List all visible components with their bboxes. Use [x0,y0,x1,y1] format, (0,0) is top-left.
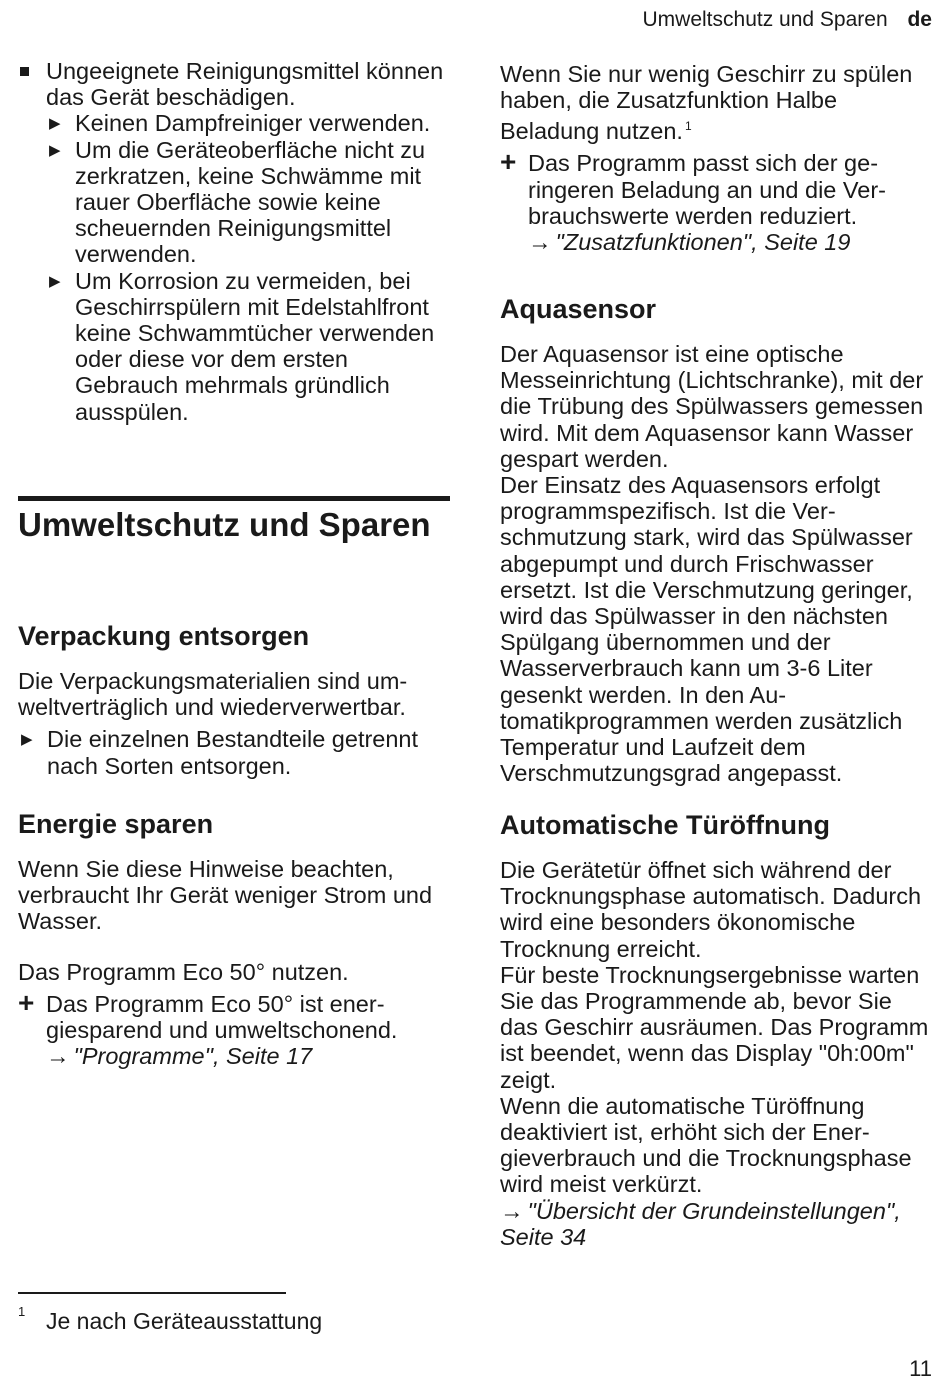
aquasensor-p1: Der Aquasensor ist eine optische Messeinrichtung (Lichtschranke), mit der die Trübung des Spülwassers gemessen wird. Mit dem Aquasensor kann Wasser gespart werden. [500,341,924,472]
chapter-divider [18,496,450,501]
cross-reference-link[interactable] [46,1043,450,1069]
header-section-title: Umweltschutz und Sparen [642,8,888,31]
cross-reference-text: "Zusatzfunktionen", Seite 19 [555,229,851,256]
footnote-marker: 1 [684,119,692,134]
list-item [46,137,450,268]
header-language: de [907,8,932,31]
list-item-text: Keinen Dampfreiniger verwenden. [75,110,431,137]
energy-intro: Wenn Sie diese Hinweise beachten, verbraucht Ihr Gerät weniger Strom und Wasser. [18,856,433,935]
door-heading: Automatische Türöffnung [500,810,830,840]
cross-reference-link[interactable] [528,229,936,255]
plus-item-text: Das Programm Eco 50° ist energiesparend und umweltschonend. [46,990,398,1044]
half-load-text-body: Wenn Sie nur wenig Geschirr zu spülen haben, die Zusatzfunktion Halbe Beladung nutzen. [500,61,913,145]
cross-reference-link[interactable] [500,1198,936,1250]
triangle-right-icon: ▶ [49,115,61,133]
list-item [18,726,450,778]
plus-icon: + [500,146,517,178]
list-item-text: Um Korrosion zu vermeiden, bei Geschirrspülern mit Edelstahlfront keine Schwammtücher verwenden oder diese vor dem ersten Gebrauch mehrmals gründlich ausspülen. [75,267,435,425]
triangle-right-icon: ▶ [49,141,61,159]
footnote-number: 1 [18,1304,26,1319]
plus-icon: + [18,986,35,1018]
plus-item [500,146,936,256]
list-item-text: Um die Geräteoberfläche nicht zu zerkratzen, keine Schwämme mit rauer Oberfläche sowie keine scheuernden Reinigungsmittel verwenden. [75,136,426,268]
arrow-right-icon: → [500,1197,524,1224]
list-item-text: Die einzelnen Bestandteile getrennt nach Sorten entsorgen. [47,726,419,779]
aquasensor-block [500,341,936,786]
arrow-right-icon: → [528,229,552,256]
footnote-text: Je nach Geräteausstattung [46,1308,323,1334]
energy-tip: Das Programm Eco 50° nutzen. [18,958,349,985]
chapter-title: Umweltschutz und Sparen [18,506,431,543]
energy-block [18,856,450,1069]
cross-reference-text: "Programme", Seite 17 [73,1043,313,1070]
page-number: 11 [909,1356,932,1381]
half-load-text [500,61,936,144]
plus-item [18,986,450,1070]
door-p2: Für beste Trocknungsergebnisse warten Sie das Programmende ab, bevor Sie das Geschirr ausräumen. Das Programm ist beendet, wenn das Display "0h:00m" zeigt. [500,961,929,1093]
list-item [46,268,450,425]
footnote-divider [18,1292,286,1294]
packaging-heading: Verpackung entsorgen [18,621,310,651]
arrow-right-icon: → [46,1043,70,1070]
list-item [46,110,450,136]
door-block [500,857,936,1250]
square-bullet-icon [20,67,29,76]
energy-heading: Energie sparen [18,809,214,839]
cross-reference-text: "Übersicht der Grundeinstellungen", Seite 34 [500,1197,901,1250]
packaging-text: Die Verpackungsmaterialien sind umweltverträglich und wiederverwertbar. [18,668,408,721]
aquasensor-p2: Der Einsatz des Aquasensors erfolgt programmspezifisch. Ist die Verschmutzung stark, wird das Spülwasser abgepumpt und durch Frischwasser ersetzt. Ist die Verschmutzung geringer, wird das Spülwasser in den nächsten Spülgang übernommen und der Wasserverbrauch kann um 3-6 Liter gesenkt werden. In den Automatikprogrammen werden zusätzlich Temperatur und Laufzeit dem Verschmutzungsgrad angepasst. [500,472,913,787]
triangle-right-icon: ▶ [21,731,33,749]
door-p3: Wenn die automatische Türöffnung deaktiviert ist, erhöht sich der Energieverbrauch und die Trocknungsphase wird meist verkürzt. [500,1092,912,1198]
page-header [643,8,932,32]
footnote [18,1304,323,1335]
plus-item-text: Das Programm passt sich der geringeren Beladung an und die Verbrauchswerte werden reduziert. [528,150,886,229]
warning-block [18,58,450,425]
door-p1: Die Gerätetür öffnet sich während der Trocknungsphase automatisch. Dadurch wird eine besonders ökonomische Trocknung erreicht. [500,857,922,962]
warning-bullet [18,58,450,110]
triangle-right-icon: ▶ [49,272,61,290]
half-load-block [500,61,936,255]
packaging-block [18,668,450,779]
warning-text: Ungeeignete Reinigungsmittel können das Gerät beschädigen. [46,58,444,111]
aquasensor-heading: Aquasensor [500,294,657,324]
